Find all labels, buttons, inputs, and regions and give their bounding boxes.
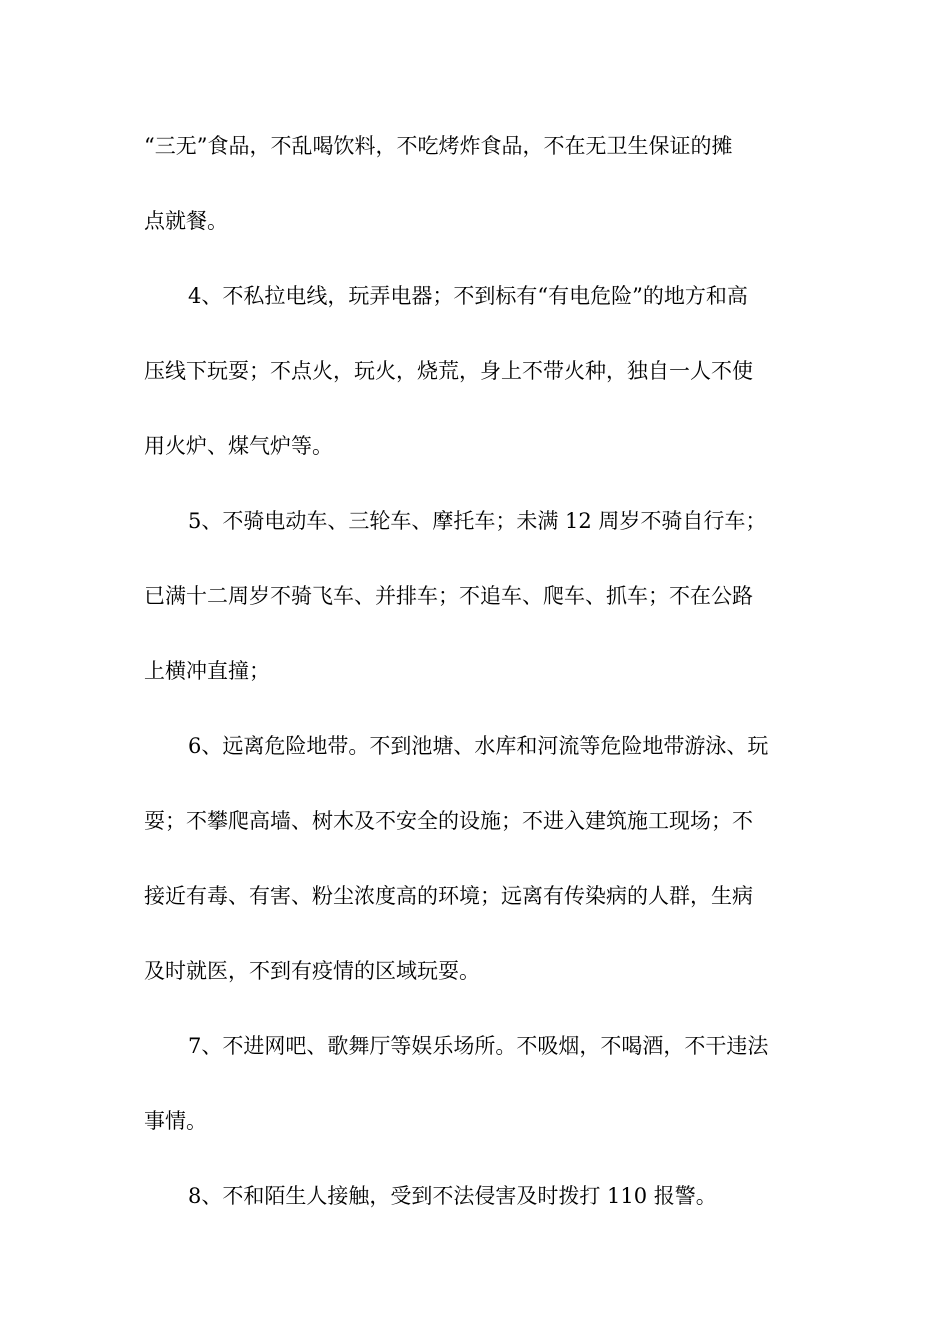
text-line: 耍；不攀爬高墙、树木及不安全的设施；不进入建筑施工现场；不 bbox=[144, 809, 753, 833]
text-line: 点就餐。 bbox=[144, 209, 228, 233]
text-line: 用火炉、煤气炉等。 bbox=[144, 434, 333, 458]
text-line: 及时就医，不到有疫情的区域玩耍。 bbox=[144, 959, 480, 983]
text-line: 上横冲直撞； bbox=[144, 659, 270, 683]
text-line: 接近有毒、有害、粉尘浓度高的环境；远离有传染病的人群，生病 bbox=[144, 884, 753, 908]
paragraph-6-line: 6、远离危险地带。不到池塘、水库和河流等危险地带游泳、玩 bbox=[188, 734, 769, 758]
paragraph-8-line: 8、不和陌生人接触，受到不法侵害及时拨打 110 报警。 bbox=[188, 1184, 717, 1208]
paragraph-4-line: 4、不私拉电线，玩弄电器；不到标有“有电危险”的地方和高 bbox=[188, 284, 748, 308]
text-line: “三无”食品，不乱喝饮料，不吃烤炸食品，不在无卫生保证的摊 bbox=[144, 134, 733, 158]
text-line: 压线下玩耍；不点火，玩火，烧荒，身上不带火种，独自一人不使 bbox=[144, 359, 753, 383]
text-line: 事情。 bbox=[144, 1109, 207, 1133]
paragraph-7-line: 7、不进网吧、歌舞厅等娱乐场所。不吸烟，不喝酒，不干违法 bbox=[188, 1034, 769, 1058]
paragraph-5-line: 5、不骑电动车、三轮车、摩托车；未满 12 周岁不骑自行车； bbox=[188, 509, 767, 533]
text-line: 已满十二周岁不骑飞车、并排车；不追车、爬车、抓车；不在公路 bbox=[144, 584, 753, 608]
